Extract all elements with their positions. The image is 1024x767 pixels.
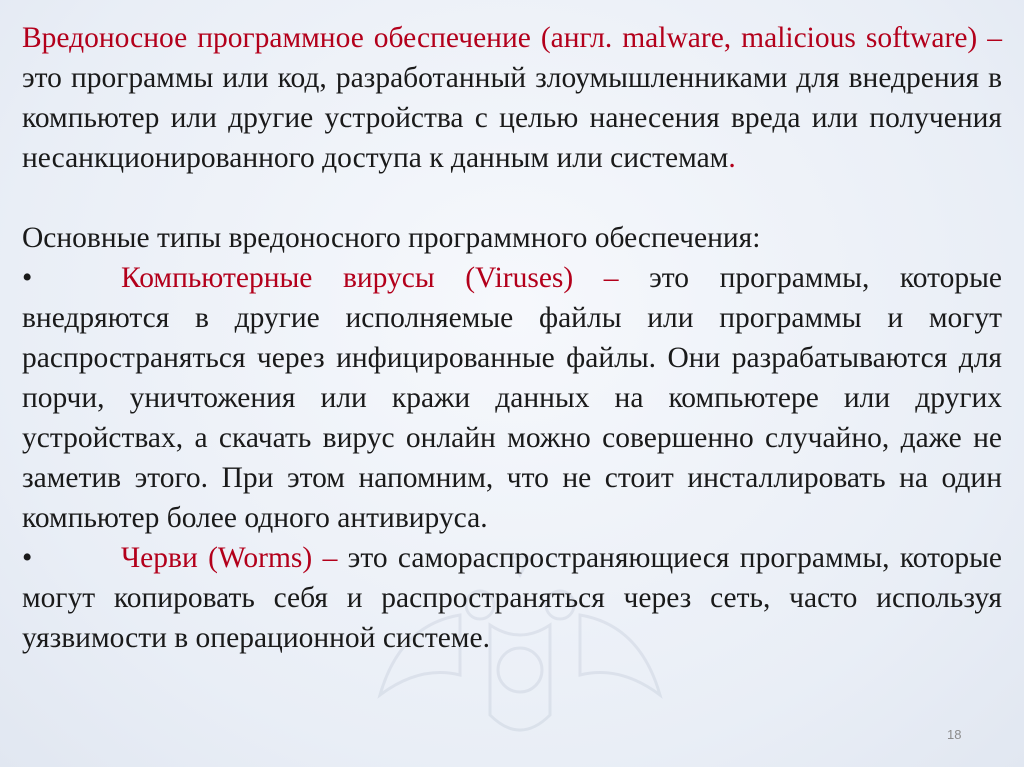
worms-description: это самораспространяющиеся программы, которые могут копировать себя и распространяться через сеть, часто используя уязвимости в операционной системе. [22, 542, 1002, 654]
bullet-viruses [22, 258, 1002, 538]
viruses-term: Компьютерные вирусы (Viruses) [121, 262, 574, 294]
bullet-marker: • [22, 542, 33, 574]
malware-term: Вредоносное программное обеспечение (англ. malware, malicious software) [22, 22, 978, 54]
types-heading: Основные типы вредоносного программного обеспечения: [22, 222, 761, 254]
worms-term: Черви (Worms) [121, 542, 313, 574]
bullet-marker: • [22, 262, 33, 294]
intro-dash: – [977, 22, 1002, 54]
viruses-dash: – [573, 262, 650, 294]
viruses-description: это программы, которые внедряются в другие исполняемые файлы или программы и могут распространяться через инфицированные файлы. Они разрабатываются для порчи, уничтожения или кражи данных на компьютере или других устройствах, а скачать вирус онлайн можно совершенно случайно, даже не заметив этого. При этом напомним, что не стоит инсталлировать на один компьютер более одного антивируса. [22, 262, 1003, 534]
bullet-worms [22, 538, 1002, 658]
intro-period: . [728, 142, 736, 174]
malware-definition: это программы или код, разработанный злоумышленниками для внедрения в компьютер или другие устройства с целью нанесения вреда или получения несанкционированного доступа к данным или системам [22, 62, 1002, 174]
slide-number: 18 [947, 727, 962, 742]
worms-dash: – [312, 542, 348, 574]
intro-paragraph [22, 18, 1002, 178]
slide-content [22, 18, 1002, 658]
